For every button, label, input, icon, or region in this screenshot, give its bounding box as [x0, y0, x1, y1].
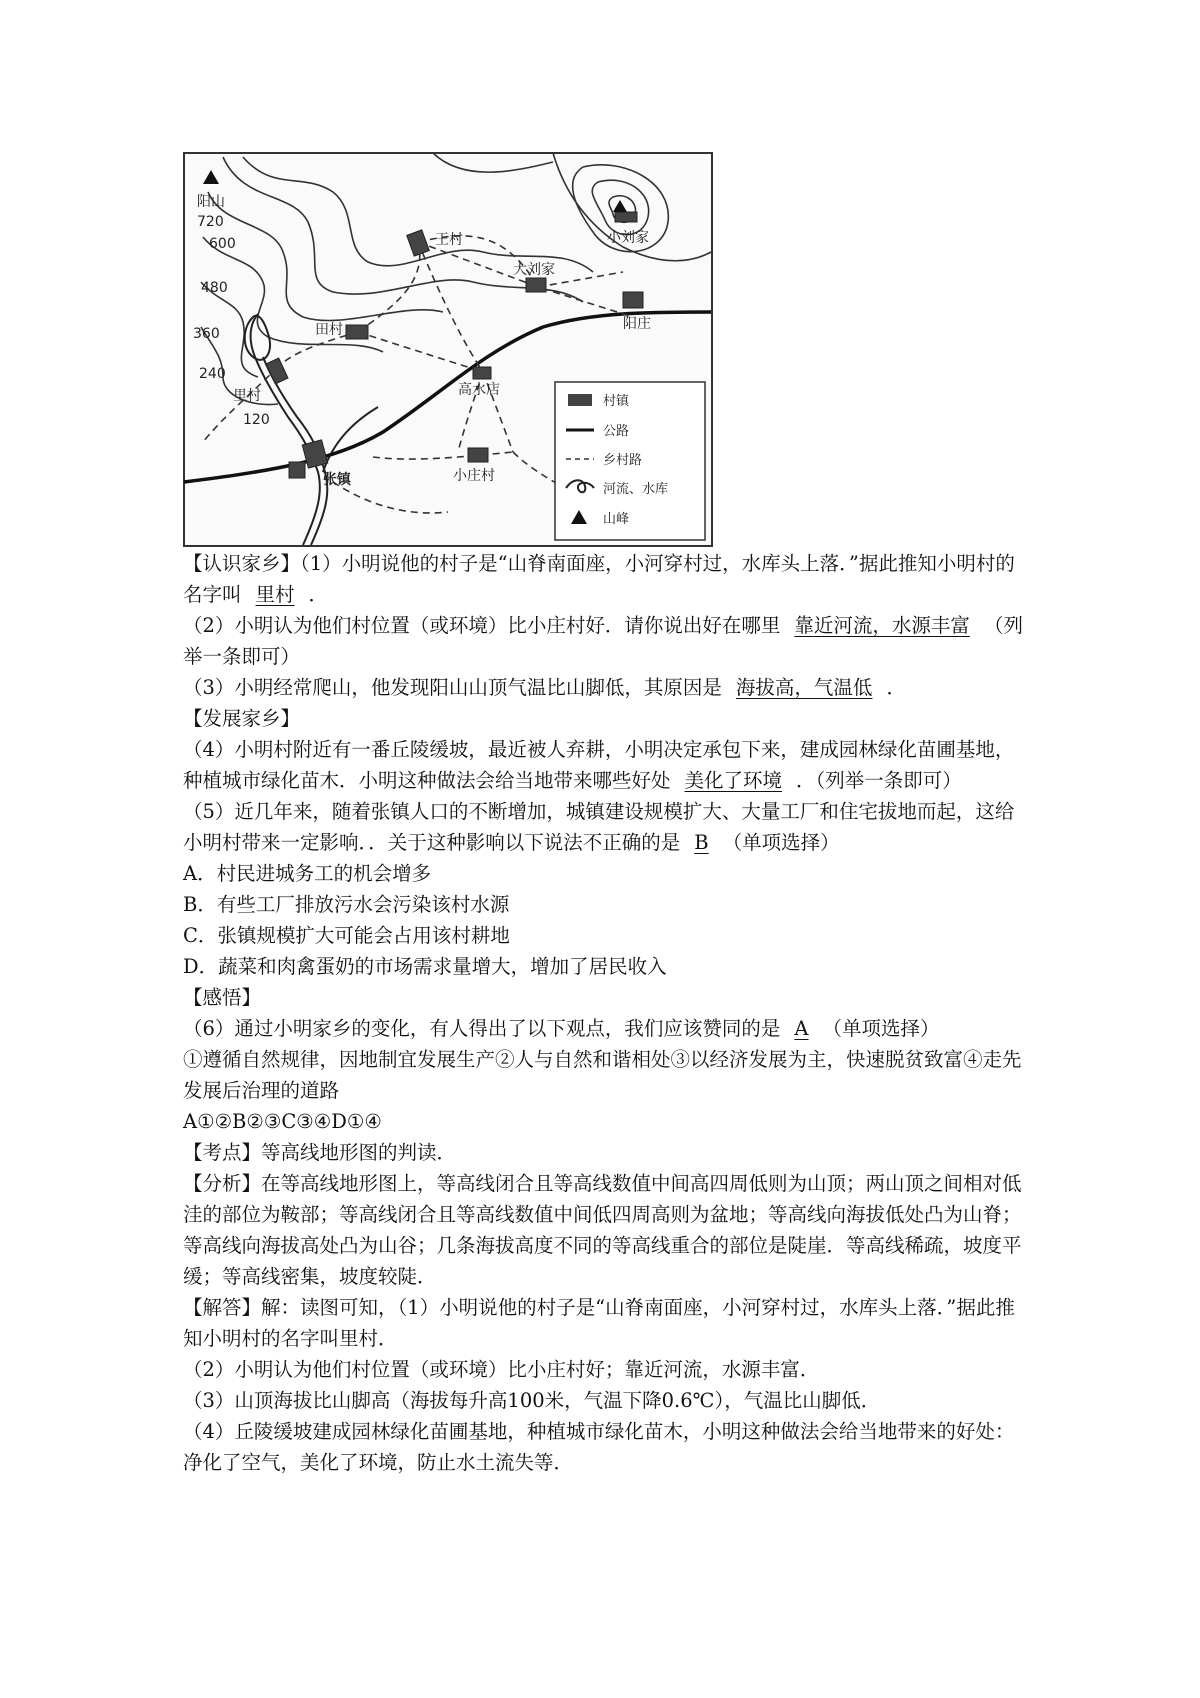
contour-label-120: 120	[243, 412, 270, 428]
text-segment: ．（列举一条即可）	[796, 769, 962, 792]
legend-peak: 山峰	[603, 512, 630, 527]
text-line	[183, 1044, 1028, 1106]
text-line	[183, 1416, 1028, 1478]
text-segment: （3）小明经常爬山，他发现阳山山顶气温比山脚低，其原因是	[183, 676, 722, 699]
answer-blank: 里村	[255, 583, 295, 606]
answer-blank: 靠近河流，水源丰富	[794, 614, 970, 637]
text-segment: （列举一条即可）	[183, 614, 1023, 668]
text-segment: （4）小明村附近有一番丘陵缓坡，最近被人弃耕，小明决定承包下来，建成园林绿化苗圃基地，种植城市绿化苗木．小明这种做法会给当地带来哪些好处	[183, 738, 1015, 792]
label-xiaoliujia: 小刘家	[607, 230, 649, 246]
text-segment: B．有些工厂排放污水会污染该村水源	[183, 893, 510, 916]
text-line	[183, 796, 1028, 858]
text-line	[183, 1168, 1028, 1292]
text-line	[183, 703, 1028, 734]
label-yangzhuang: 阳庄	[623, 316, 651, 332]
text-segment: A．村民进城务工的机会增多	[183, 862, 432, 885]
text-segment: 【分析】在等高线地形图上，等高线闭合且等高线数值中间高四周低则为山顶；两山顶之间相对低洼的部位为鞍部；等高线闭合且等高线数值中间低四周高则为盆地；等高线向海拔低处凸为山脊；等高线向海拔高处凸为山谷；几条海拔高度不同的等高线重合的部位是陡崖．等高线稀疏，坡度平缓；等高线密集，坡度较陡．	[183, 1172, 1022, 1288]
legend-rural-road: 乡村路	[603, 453, 643, 468]
text-line	[183, 951, 1028, 982]
text-line	[183, 1137, 1028, 1168]
text-line	[183, 858, 1028, 889]
label-tiancun: 田村	[315, 322, 343, 338]
legend-highway: 公路	[603, 424, 630, 439]
contour-map	[183, 152, 713, 547]
text-line	[183, 610, 1028, 672]
text-segment: 【考点】等高线地形图的判读．	[183, 1141, 457, 1164]
text-segment: C．张镇规模扩大可能会占用该村耕地	[183, 924, 510, 947]
text-line	[183, 672, 1028, 703]
text-line	[183, 548, 1028, 610]
contour-label-600: 600	[209, 236, 236, 252]
label-zhangzhen: 张镇	[323, 472, 351, 488]
text-segment: （2）小明认为他们村位置（或环境）比小庄村好．请你说出好在哪里	[183, 614, 781, 637]
text-line	[183, 1106, 1028, 1137]
text-segment: （4）丘陵缓坡建成园林绿化苗圃基地，种植城市绿化苗木，小明这种做法会给当地带来的好处：净化了空气，美化了环境，防止水土流失等．	[183, 1420, 1015, 1474]
text-line	[183, 1354, 1028, 1385]
text-segment: （单项选择）	[822, 1017, 940, 1040]
text-line	[183, 1385, 1028, 1416]
text-segment: 【解答】解：读图可知，（1）小明说他的村子是“山脊南面座，小河穿村过，水库头上落．”据此推知小明村的名字叫里村．	[183, 1296, 1015, 1350]
text-line	[183, 1292, 1028, 1354]
contour-label-720: 720	[197, 214, 224, 230]
text-segment: （2）小明认为他们村位置（或环境）比小庄村好；靠近河流，水源丰富．	[183, 1358, 820, 1381]
map-legend	[555, 382, 705, 540]
text-segment: （5）近几年来，随着张镇人口的不断增加，城镇建设规模扩大、大量工厂和住宅拔地而起，这给小明村带来一定影响．．关于这种影响以下说法不正确的是	[183, 800, 1015, 854]
label-yangshan: 阳山	[197, 194, 225, 210]
text-line	[183, 734, 1028, 796]
answer-blank: 美化了环境	[684, 769, 783, 792]
text-line	[183, 920, 1028, 951]
legend-village: 村镇	[603, 394, 630, 409]
text-line	[183, 982, 1028, 1013]
label-gaoshuidian: 高水店	[458, 382, 500, 398]
legend-river: 河流、水库	[603, 482, 669, 497]
text-segment: 【认识家乡】（1）小明说他的村子是“山脊南面座，小河穿村过，水库头上落．”据此推知小明村的名字叫	[183, 552, 1015, 606]
answer-blank: A	[794, 1017, 809, 1040]
label-daliujia: 大刘家	[513, 262, 555, 278]
contour-map-figure	[183, 152, 713, 547]
label-wangcun: 王村	[435, 232, 463, 248]
contour-label-360: 360	[193, 326, 220, 342]
answer-blank: 海拔高，气温低	[735, 676, 873, 699]
text-line	[183, 889, 1028, 920]
document-text-body	[183, 548, 1028, 1478]
text-segment: ．	[308, 583, 329, 606]
text-line	[183, 1013, 1028, 1044]
contour-label-240: 240	[199, 366, 226, 382]
text-segment: A①②B②③C③④D①④	[183, 1110, 382, 1133]
contour-label-480: 480	[201, 280, 228, 296]
label-licun: 里村	[233, 388, 261, 404]
text-segment: 【发展家乡】	[183, 707, 301, 730]
text-segment: ．	[886, 676, 906, 699]
label-xiaozhuangcun: 小庄村	[453, 468, 495, 484]
text-segment: （单项选择）	[722, 831, 840, 854]
text-segment: D．蔬菜和肉禽蛋奶的市场需求量增大，增加了居民收入	[183, 955, 667, 978]
text-segment: ①遵循自然规律，因地制宜发展生产②人与自然和谐相处③以经济发展为主，快速脱贫致富④走先发展后治理的道路	[183, 1048, 1022, 1102]
answer-blank: B	[694, 831, 709, 854]
text-segment: （3）山顶海拔比山脚高（海拔每升高100米，气温下降0.6℃），气温比山脚低．	[183, 1389, 881, 1412]
text-segment: （6）通过小明家乡的变化，有人得出了以下观点，我们应该赞同的是	[183, 1017, 781, 1040]
text-segment: 【感悟】	[183, 986, 262, 1009]
